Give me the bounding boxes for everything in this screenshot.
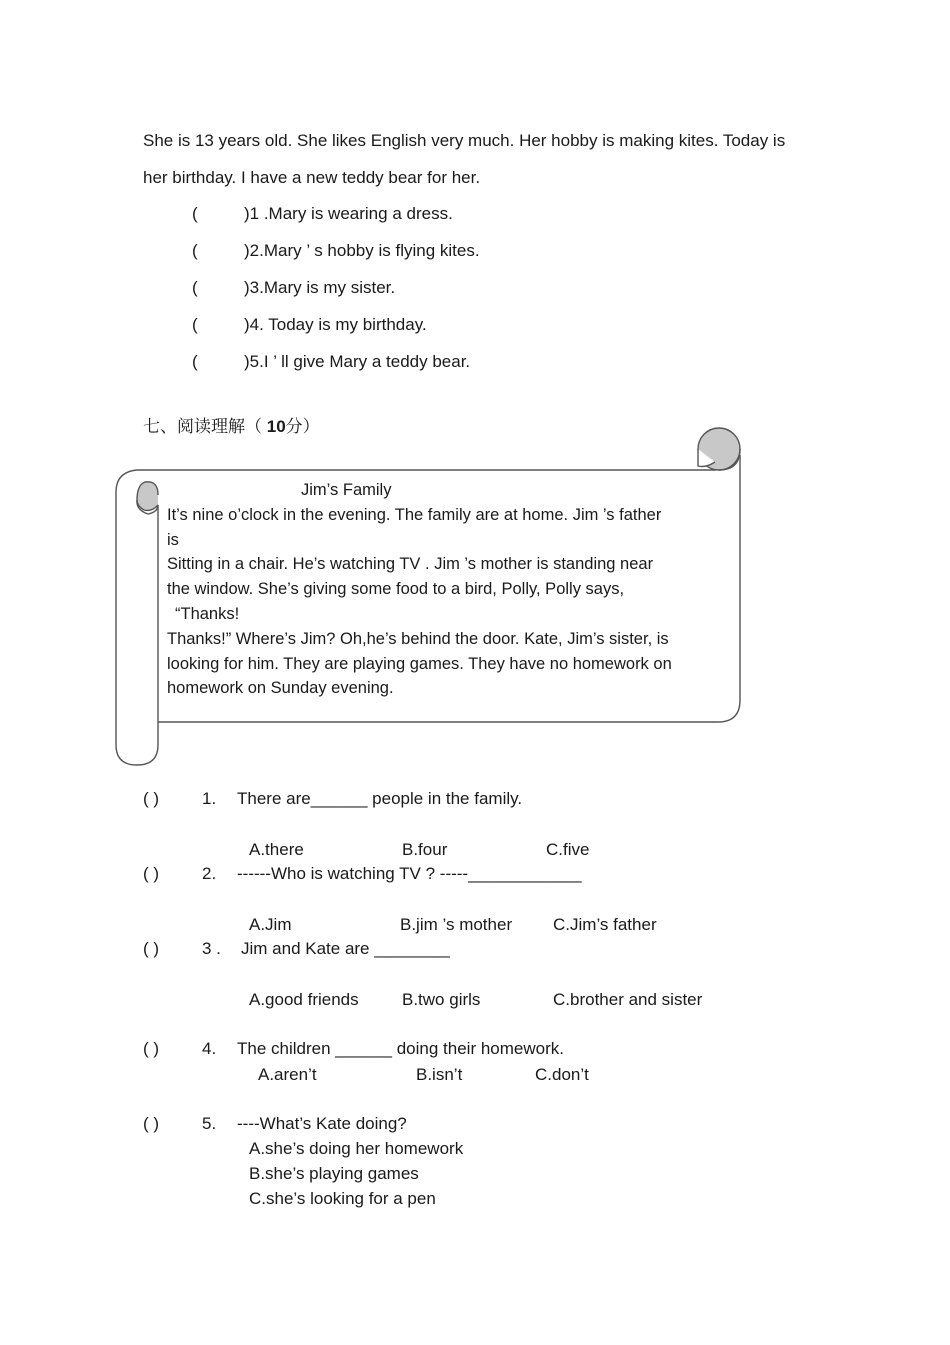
reading-line: Thanks!” Where’s Jim? Oh,he’s behind the door. Kate, Jim’s sister, is: [167, 629, 669, 648]
question-text: ------Who is watching TV ? -----____________: [237, 864, 582, 883]
question-text: There are______ people in the family.: [237, 789, 523, 808]
tf-text: )4. Today is my birthday.: [244, 315, 427, 334]
tf-paren: (: [192, 204, 198, 223]
question-paren: ( ): [143, 864, 160, 883]
option-b: B.two girls: [402, 990, 481, 1009]
section-prefix: 七、阅读理解（: [143, 417, 267, 436]
question-number: 1.: [202, 789, 217, 808]
tf-paren: (: [192, 352, 198, 371]
question-number: 2.: [202, 864, 217, 883]
reading-passage: [167, 478, 715, 701]
option-a: A.she’s doing her homework: [249, 1139, 464, 1158]
section-points: 10: [266, 417, 286, 436]
option-b: B.jim ’s mother: [400, 915, 513, 934]
option-b: B.she’s playing games: [249, 1164, 419, 1183]
question-number: 5.: [202, 1114, 217, 1133]
option-c: C.don’t: [535, 1065, 589, 1084]
reading-line: the window. She’s giving some food to a bird, Polly, Polly says,: [167, 580, 625, 599]
option-a: A.Jim: [249, 915, 292, 934]
section-suffix: 分）: [285, 417, 320, 436]
question-paren: ( ): [143, 789, 160, 808]
option-b: B.isn’t: [416, 1065, 463, 1084]
option-c: C.five: [546, 840, 590, 859]
tf-paren: (: [192, 241, 198, 260]
option-a: A.there: [249, 840, 304, 859]
reading-line: “Thanks!: [175, 604, 240, 623]
reading-line: is: [167, 530, 179, 549]
passage-line: her birthday. I have a new teddy bear for her.: [143, 168, 481, 187]
question-number: 3 .: [202, 939, 221, 958]
option-c: C.she’s looking for a pen: [249, 1189, 436, 1208]
passage-line: She is 13 years old. She likes English very much. Her hobby is making kites. Today is: [143, 131, 786, 150]
tf-text: )5.I ’ ll give Mary a teddy bear.: [244, 352, 471, 371]
question-paren: ( ): [143, 939, 160, 958]
reading-line: Sitting in a chair. He’s watching TV . Jim ’s mother is standing near: [167, 555, 654, 574]
tf-paren: (: [192, 315, 198, 334]
option-a: A.aren’t: [258, 1065, 317, 1084]
question-number: 4.: [202, 1039, 217, 1058]
reading-line: It’s nine o’clock in the evening. The family are at home. Jim ’s father: [167, 505, 662, 524]
tf-text: )3.Mary is my sister.: [244, 278, 396, 297]
option-a: A.good friends: [249, 990, 359, 1009]
option-b: B.four: [402, 840, 448, 859]
option-c: C.brother and sister: [553, 990, 703, 1009]
reading-title: Jim’s Family: [301, 481, 392, 499]
question-text: The children ______ doing their homework.: [237, 1039, 564, 1058]
tf-paren: (: [192, 278, 198, 297]
question-paren: ( ): [143, 1114, 160, 1133]
tf-text: )2.Mary ’ s hobby is flying kites.: [244, 241, 480, 260]
question-text: Jim and Kate are ________: [241, 939, 450, 958]
reading-line: looking for him. They are playing games. They have no homework on: [167, 654, 672, 673]
reading-line: homework on Sunday evening.: [167, 679, 394, 698]
question-paren: ( ): [143, 1039, 160, 1058]
tf-text: )1 .Mary is wearing a dress.: [244, 204, 453, 223]
question-text: ----What’s Kate doing?: [237, 1114, 407, 1133]
option-c: C.Jim’s father: [553, 915, 657, 934]
